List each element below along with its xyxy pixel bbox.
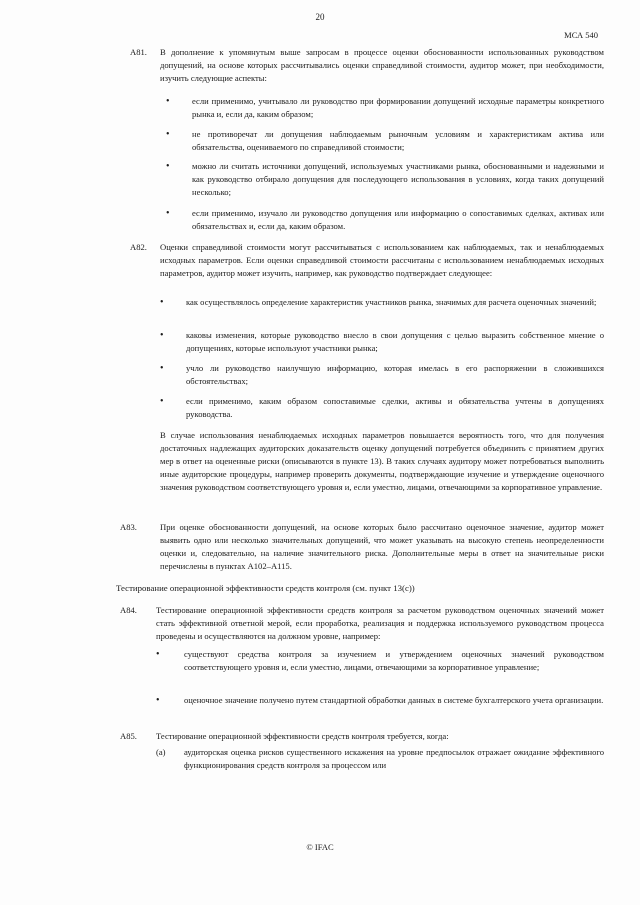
paragraph-label-a81: A81. xyxy=(130,47,147,57)
a84-bullet-1: существуют средства контроля за изучением и утверждением оценочных значений руководством соответствующего уровня и, если уместно, лицами, отвечающими за корпоративное управление; xyxy=(184,649,604,672)
bullet-icon: • xyxy=(156,695,160,706)
a82-bullet-2: каковы изменения, которые руководство внесло в свои допущения с целью выразить собственное мнение о допущениях, которые используют участники рынка; xyxy=(186,330,604,353)
a81-bullet-1: если применимо, учитывало ли руководство при формировании допущений исходные параметры конкретного рынка и, если да, каким образом; xyxy=(192,96,604,119)
a81-bullet-4: если применимо, изучало ли руководство допущения или информацию о сопоставимых сделках, активах или обязательствах и, если да, каким образом. xyxy=(192,208,604,231)
list-item-a: аудиторская оценка рисков существенного искажения на уровне предпосылок отражает ожидание эффективного функционирования средств контроля за процессом или xyxy=(184,747,604,770)
paragraph-a82: Оценки справедливой стоимости могут рассчитываться с использованием как наблюдаемых, так и ненаблюдаемых исходных параметров. Если оценки справедливой стоимости рассчитаны с использованием ненаблюдаемых исходных параметров, аудитор может изучить, например, как руководство подтверждает следующее: xyxy=(160,242,604,278)
bullet-icon: • xyxy=(160,297,164,308)
a82-bullet-4: если применимо, каким образом сопоставимые сделки, активы и обязательства учтены в допущениях руководства. xyxy=(186,396,604,419)
section-heading: Тестирование операционной эффективности средств контроля (см. пункт 13(c)) xyxy=(116,583,415,593)
paragraph-label-a85: A85. xyxy=(120,731,137,741)
paragraph-a85: Тестирование операционной эффективности средств контроля требуется, когда: xyxy=(156,731,449,741)
a82-closing-paragraph: В случае использования ненаблюдаемых исходных параметров повышается вероятность того, что для получения достаточных надлежащих аудиторских доказательств оценку допущений потребуется объединить с принятием других мер в ответ на оцененные риски (описываются в пункте 13). В таких случаях аудитору может потребоваться выполнить иные аудиторские процедуры, например проверить документы, подтверждающие изучение и утверждение оценочного значения руководством соответствующего уровня и, если уместно, лицами, отвечающими за корпоративное управление. xyxy=(160,430,604,492)
a82-bullet-1: как осуществлялось определение характеристик участников рынка, значимых для расчета оценочных значений; xyxy=(186,297,597,307)
bullet-icon: • xyxy=(160,363,164,374)
bullet-icon: • xyxy=(156,649,160,660)
bullet-icon: • xyxy=(160,330,164,341)
bullet-icon: • xyxy=(166,208,170,219)
paragraph-a83: При оценке обоснованности допущений, на основе которых было рассчитано оценочное значение, аудитор может выявить одно или несколько значительных допущений, что может указывать на высокую степень неопределенности оценки и, следовательно, на наличие значительного риска. Дополнительные меры в ответ на значительные риски перечислены в пунктах A102–A115. xyxy=(160,522,604,571)
a81-bullet-2: не противоречат ли допущения наблюдаемым рыночным условиям и характеристикам актива или обязательства, оцениваемого по справедливой стоимости; xyxy=(192,129,604,152)
paragraph-a84: Тестирование операционной эффективности средств контроля за расчетом руководством оценочных значений может стать эффективной ответной мерой, если проработка, реализация и поддержка используемого руководством процесса проведены и осуществляются на должном уровне, например: xyxy=(156,605,604,641)
standard-code: МСА 540 xyxy=(564,30,598,40)
bullet-icon: • xyxy=(166,161,170,172)
paragraph-label-a83: A83. xyxy=(120,522,137,532)
bullet-icon: • xyxy=(160,396,164,407)
paragraph-label-a82: A82. xyxy=(130,242,147,252)
bullet-icon: • xyxy=(166,129,170,140)
bullet-icon: • xyxy=(166,96,170,107)
page-number: 20 xyxy=(315,12,325,22)
list-item-label-a: (a) xyxy=(156,747,166,757)
paragraph-a81: В дополнение к упомянутым выше запросам в процессе оценки обоснованности использованных руководством допущений, на основе которых рассчитывались оценки справедливой стоимости, аудитор может, при необходимости, изучить следующие аспекты: xyxy=(160,47,604,83)
a82-bullet-3: учло ли руководство наилучшую информацию, которая имелась в его распоряжении в сложившихся обстоятельствах; xyxy=(186,363,604,386)
a81-bullet-3: можно ли считать источники допущений, используемых участниками рынка, обоснованными и надежными и как руководство отбирало допущения для последующего использования в условиях, когда таких допущений несколько; xyxy=(192,161,604,197)
footer-copyright: © IFAC xyxy=(306,842,334,852)
paragraph-label-a84: A84. xyxy=(120,605,137,615)
a84-bullet-2: оценочное значение получено путем стандартной обработки данных в системе бухгалтерского учета организации. xyxy=(184,695,604,705)
